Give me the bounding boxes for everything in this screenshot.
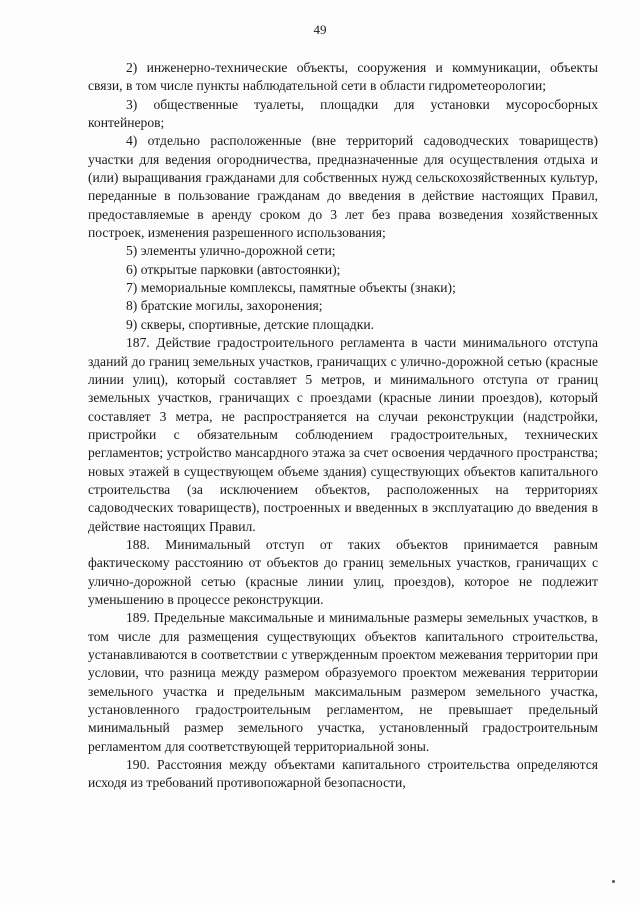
paragraph-item-9: 9) скверы, спортивные, детские площадки.: [126, 316, 375, 332]
paragraph-item-3: 3) общественные туалеты, площадки для установки мусоросборных контейнеров;: [88, 96, 598, 131]
paragraph-item-5: 5) элементы улично-дорожной сети;: [126, 243, 336, 259]
page-number: 49: [313, 22, 327, 37]
paragraph-189: 189. Предельные максимальные и минимальные размеры земельных участков, в том числе для размещения существующих объектов капитального строительства, устанавливаются в соответствии с утвержденным проектом межевания территории при условии, что разница между размером образуемого проектом межевания территории земельного участка и предельным максимальным размером земельного участка, установленного градостроительным регламентом, не превышает предельный минимальный размер земельного участка, установленный градостроительным регламентом для соответствующей территориальной зоны.: [88, 610, 598, 754]
paragraph-item-7: 7) мемориальные комплексы, памятные объекты (знаки);: [126, 280, 456, 296]
paragraph-item-8: 8) братские могилы, захоронения;: [126, 298, 323, 314]
paragraph-item-4: 4) отдельно расположенные (вне территорий садоводческих товариществ) участки для ведения огородничества, предназначенные для осуществления отдыха и (или) выращивания гражданами для собственных нужд сельскохозяйственных культур, переданные в пользование гражданам до введения в действие настоящих Правил, предоставляемые в аренду сроком до 3 лет без права возведения хозяйственных построек, изменения разрешенного использования;: [88, 133, 598, 241]
document-body: [88, 59, 598, 793]
paragraph-187: 187. Действие градостроительного регламента в части минимального отступа зданий до границ земельных участков, граничащих с улично-дорожной сетью (красные линии улиц), который составляет 5 метров, и минимального отступа от границ земельных участков, граничащих с проездами (красные линии проездов), который составляет 3 метра, не распространяется на случаи реконструкции (надстройки, пристройки с обязательным соблюдением градостроительных, технических регламентов; устройство мансардного этажа за счет освоения чердачного пространства; новых этажей в существующем объеме здания) существующих объектов капитального строительства (за исключением объектов, расположенных на территориях садоводческих товариществ), построенных и введенных в эксплуатацию до введения в действие настоящих Правил.: [88, 335, 598, 534]
paragraph-190: 190. Расстояния между объектами капитального строительства определяются исходя из требований противопожарной безопасности,: [88, 757, 598, 791]
paragraph-item-2: 2) инженерно-технические объекты, сооружения и коммуникации, объекты связи, в том числе пункты наблюдательной сети в области гидрометеорологии;: [88, 60, 598, 94]
paragraph-item-6: 6) открытые парковки (автостоянки);: [126, 261, 341, 277]
scan-artifact: [612, 880, 615, 883]
paragraph-188: 188. Минимальный отступ от таких объектов принимается равным фактическому расстоянию от объектов до границ земельных участков, граничащих с улично-дорожной сетью (красные линии улиц, проездов), которое не подлежит уменьшению в процессе реконструкции.: [88, 536, 598, 607]
